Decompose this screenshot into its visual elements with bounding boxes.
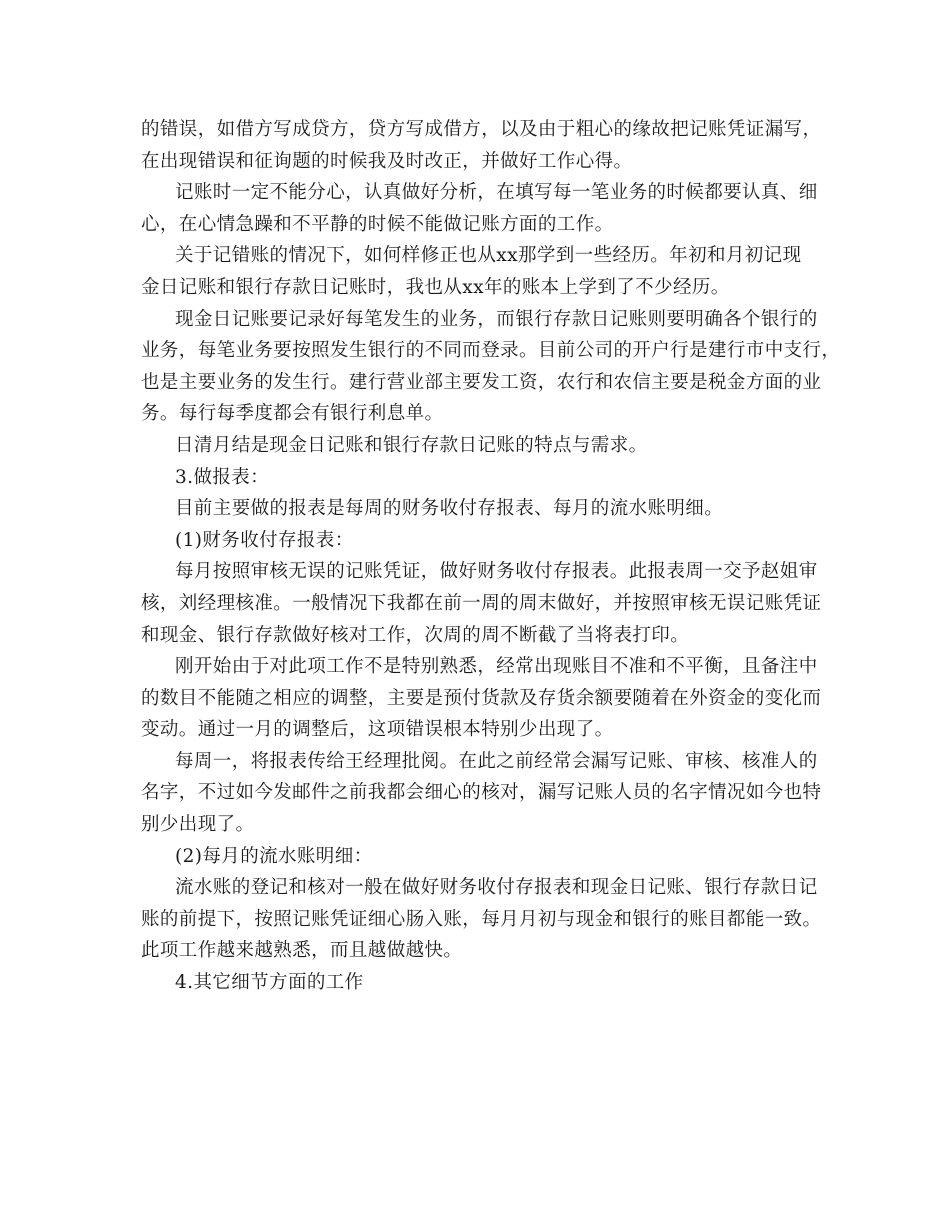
paragraph [141,304,841,430]
text-line: 关于记错账的情况下，如何样修正也从xx那学到一些经历。年初和月初记现 [175,245,802,267]
text-line: 目前主要做的报表是每周的财务收付存报表、每月的流水账明细。 [175,498,724,520]
text-line: 的错误，如借方写成贷方，贷方写成借方，以及由于粗心的缘故把记账凭证漏写， [141,119,822,140]
text-line: 核，刘经理核准。一般情况下我都在前一周的周末做好，并按照审核无误记账凭证 [141,592,822,614]
paragraph [141,462,811,494]
paragraph [141,525,811,557]
text-line: 每周一，将报表传给王经理批阅。在此之前经常会漏写记账、审核、核准人的 [175,750,818,772]
text-line: 金日记账和银行存款日记账时，我也从xx年的账本上学到了不少经历。 [141,276,730,298]
text-line: 名字，不过如今发邮件之前我都会细心的核对，漏写记账人员的名字情况如今也特 [141,782,822,804]
paragraph [141,841,811,873]
paragraph [141,556,822,651]
text-line: 心，在心情急躁和不平静的时候不能做记账方面的工作。 [141,213,614,235]
text-line: 也是主要业务的发生行。建行营业部主要发工资，农行和农信主要是税金方面的业 [141,371,822,393]
text-line: 在出现错误和征询题的时候我及时改正，并做好工作心得。 [141,150,633,172]
document-body [141,114,841,999]
text-line: 流水账的登记和核对一般在做好财务收付存报表和现金日记账、银行存款日记 [175,877,818,899]
text-line: 现金日记账要记录好每笔发生的业务，而银行存款日记账则要明确各个银行的 [175,308,818,330]
text-line: (1)财务收付存报表： [175,529,354,551]
text-line: 变动。通过一月的调整后，这项错误根本特别少出现了。 [141,719,614,741]
paragraph [141,493,811,525]
text-line: 务。每行每季度都会有银行利息单。 [141,403,444,425]
paragraph [141,746,822,841]
text-line: 记账时一定不能分心，认真做好分析，在填写每一笔业务的时候都要认真、细 [175,182,818,204]
paragraph [141,967,811,999]
paragraph [141,430,811,462]
text-line: 和现金、银行存款做好核对工作，次周的周不断截了当将表打印。 [141,624,690,646]
text-line: 刚开始由于对此项工作不是特别熟悉，经常出现账目不准和不平衡，且备注中 [175,656,818,678]
text-line: 业务，每笔业务要按照发生银行的不同而登录。目前公司的开户行是建行市中支行， [141,340,841,362]
text-line: 此项工作越来越熟悉，而且越做越快。 [141,940,463,962]
text-line: 每月按照审核无误的记账凭证，做好财务收付存报表。此报表周一交予赵姐审 [175,561,818,583]
text-line: (2)每月的流水账明细： [175,845,373,867]
text-line: 别少出现了。 [141,814,255,836]
text-line: 日清月结是现金日记账和银行存款日记账的特点与需求。 [175,434,648,456]
paragraph [141,872,822,967]
paragraph [141,240,811,303]
text-line: 账的前提下，按照记账凭证细心肠入账，每月月初与现金和银行的账目都能一致。 [141,908,822,930]
text-line: 3.做报表： [175,466,270,488]
text-line: 4.其它细节方面的工作 [175,972,364,994]
paragraph [141,651,822,746]
paragraph [141,177,818,240]
text-line: 的数目不能随之相应的调整，主要是预付货款及存货余额要随着在外资金的变化而 [141,687,822,709]
paragraph [141,114,822,177]
